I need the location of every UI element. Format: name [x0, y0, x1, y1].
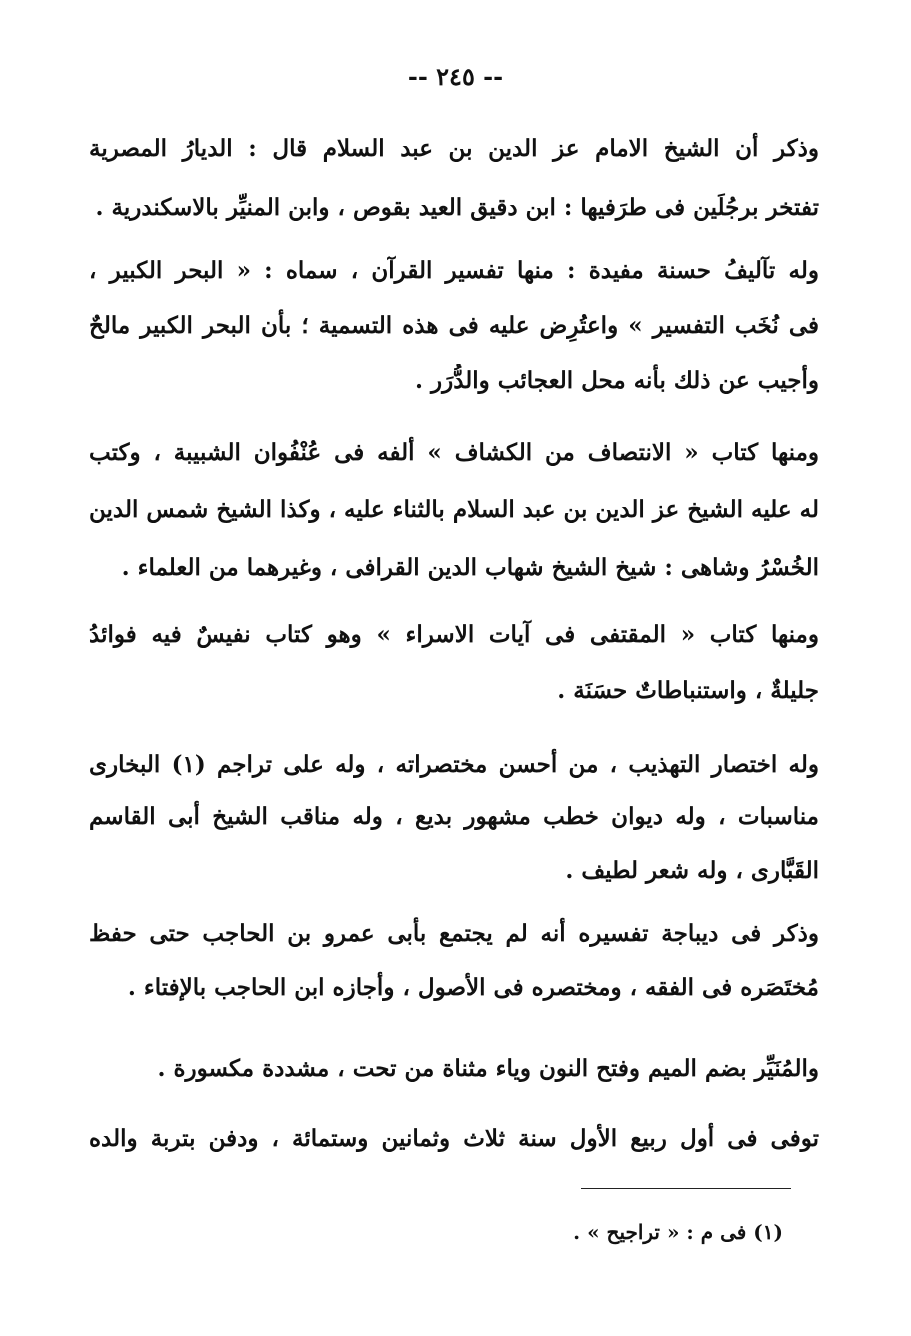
text-line-1: وذكر أن الشيخ الامام عز الدين بن عبد السلام قال : الديارُ المصرية [89, 135, 819, 162]
text-line-4: فى نُخَب التفسير » واعتُرِض عليه فى هذه التسمية ؛ بأن البحر الكبير مالحٌ [89, 312, 819, 339]
text-line-9: ومنها كتاب « المقتفى فى آيات الاسراء » وهو كتاب نفيسٌ فيه فوائدُ [89, 621, 819, 648]
text-line-8: الخُسْرُ وشاهى : شيخ الشيخ شهاب الدين القرافى ، وغيرهما من العلماء . [121, 554, 819, 581]
footnote-separator [581, 1188, 791, 1189]
text-line-2: تفتخر برجُلَين فى طرَفيها : ابن دقيق العيد بقوص ، وابن المنيِّر بالاسكندرية . [95, 194, 819, 221]
text-line-15: مُختَصَره فى الفقه ، ومختصره فى الأصول ، وأجازه ابن الحاجب بالإفتاء . [127, 974, 819, 1001]
text-line-10: جليلةٌ ، واستنباطاتٌ حسَنَة . [557, 677, 819, 704]
page-number: -- ٢٤٥ -- [407, 62, 504, 91]
text-line-16: والمُنَيِّر بضم الميم وفتح النون وياء مثناة من تحت ، مشددة مكسورة . [157, 1055, 819, 1082]
text-line-6: ومنها كتاب « الانتصاف من الكشاف » ألفه فى عُنْفُوان الشبيبة ، وكتب [89, 439, 819, 466]
text-line-11: وله اختصار التهذيب ، من أحسن مختصراته ، وله على تراجم (١) البخارى [89, 751, 819, 778]
text-line-5: وأجيب عن ذلك بأنه محل العجائب والدُّرَر . [414, 367, 819, 394]
text-line-12: مناسبات ، وله ديوان خطب مشهور بديع ، وله مناقب الشيخ أبى القاسم [89, 803, 819, 830]
text-line-14: وذكر فى ديباجة تفسيره أنه لم يجتمع بأبى عمرو بن الحاجب حتى حفظ [89, 920, 819, 947]
text-line-3: وله تآليفُ حسنة مفيدة : منها تفسير القرآن ، سماه : « البحر الكبير ، [89, 257, 819, 284]
text-line-7: له عليه الشيخ عز الدين بن عبد السلام بالثناء عليه ، وكذا الشيخ شمس الدين [89, 496, 819, 523]
text-line-13: القَبَّارى ، وله شعر لطيف . [565, 857, 819, 884]
footnote: (١) فى م : « تراجيح » . [573, 1220, 783, 1244]
text-line-17: توفى فى أول ربيع الأول سنة ثلاث وثمانين وستمائة ، ودفن بتربة والده [89, 1125, 819, 1152]
